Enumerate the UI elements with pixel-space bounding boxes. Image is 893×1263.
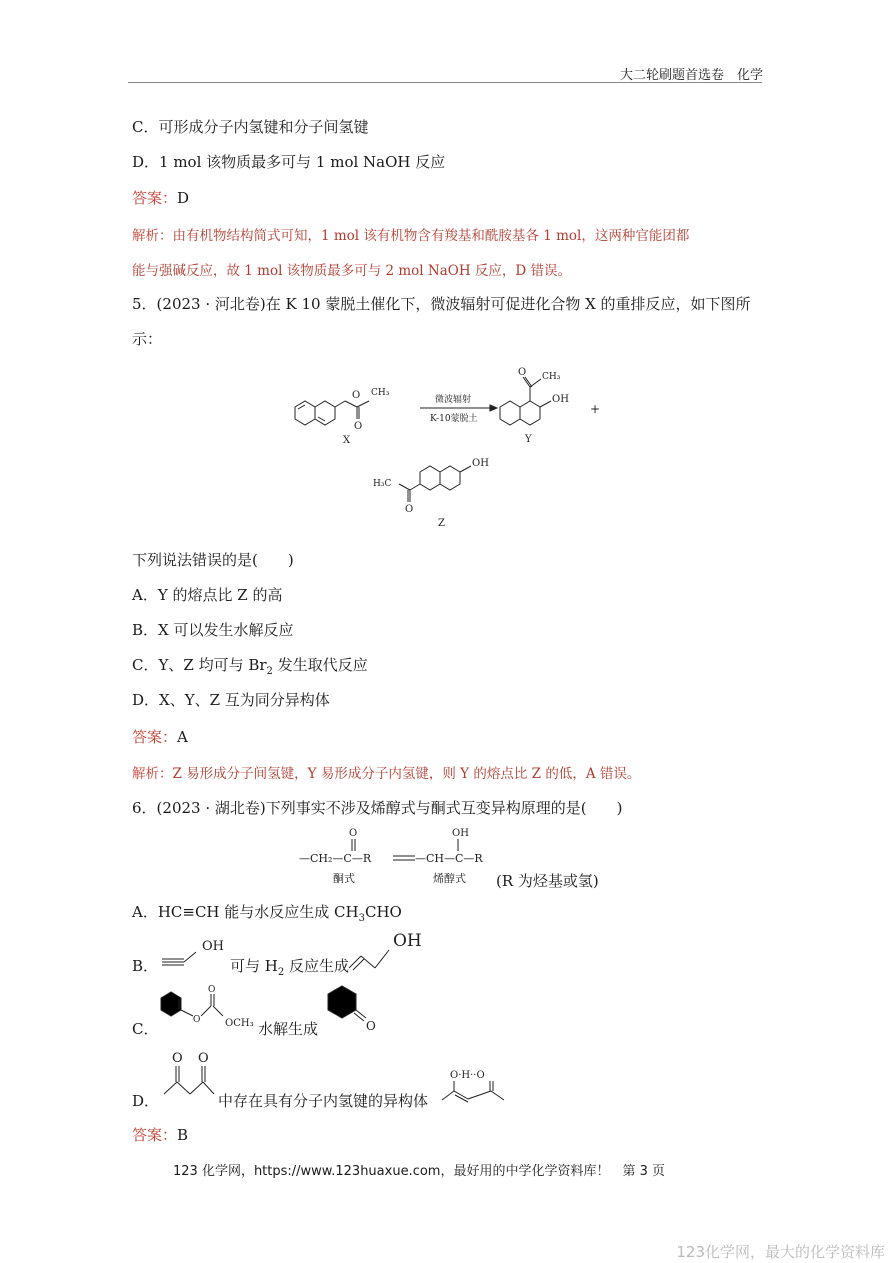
option-text: A．HC≡CH 能与水反应生成 CH: [132, 903, 359, 921]
q6-option-a: [132, 901, 402, 924]
q5-explanation: [132, 762, 640, 782]
enol-hbond-structure: [438, 1058, 510, 1106]
q5-option-b: B．X 可以发生水解反应: [132, 621, 294, 639]
y-ch3: CH₃: [542, 372, 561, 382]
q6-option-b-label: B．: [132, 957, 159, 975]
molecule-y: [500, 377, 551, 425]
q6-option-c-label: C．: [132, 1020, 159, 1038]
x-o2: O: [354, 421, 363, 432]
q6-stem: 6．(2023 · 湖北卷)下列事实不涉及烯醇式与酮式互变异构原理的是( ): [132, 799, 623, 817]
x-ch3: CH₃: [371, 388, 390, 398]
page-footer: 123 化学网，https://www.123huaxue.com，最好用的中学化学资料库！ 第 3 页: [173, 1164, 666, 1179]
q4-explanation-2: 能与强碱反应，故 1 mol 该物质最多可与 2 mol NaOH 反应，D 错误。: [132, 263, 572, 279]
ester-o: O: [193, 1015, 201, 1025]
enol-carbonate-structure: [155, 982, 265, 1038]
keto-o: O: [349, 828, 358, 839]
label-z: Z: [438, 518, 445, 529]
q5-stem-1: 5．(2023 · 河北卷)在 K 10 蒙脱土催化下，微波辐射可促进化合物 X 的重排反应，如下图所: [132, 295, 751, 313]
keto-enol-equation: [295, 826, 500, 888]
keto-formula: —CH₂—C—R: [299, 852, 372, 865]
enol-formula: —CH—C—R: [415, 852, 483, 865]
acetylacetone-structure: [158, 1046, 218, 1104]
option-text: 反应生成: [284, 957, 350, 975]
reaction-scheme: [285, 355, 625, 535]
header-rule: [128, 82, 762, 83]
y-o: O: [518, 367, 527, 378]
explanation-text: Z 易形成分子间氢键，Y 易形成分子内氢键，则 Y 的熔点比 Z 的低，A 错误。: [172, 766, 641, 782]
oh-group: OH: [202, 939, 224, 954]
q5-answer: [132, 726, 188, 747]
explanation-text: 由有机物结构简式可知，1 mol 该有机物含有羧基和酰胺基各 1 mol，这两种官能团都: [172, 228, 690, 244]
answer-label: 答案：: [132, 728, 178, 746]
q6-option-d-text: 中存在具有分子内氢键的异构体: [218, 1092, 429, 1110]
q4-option-d: D．1 mol 该物质最多可与 1 mol NaOH 反应: [132, 153, 446, 171]
enol-oh: OH: [452, 828, 469, 839]
subscript: 2: [266, 666, 273, 677]
subscript: 3: [358, 913, 365, 924]
propargyl-alcohol-structure: [158, 930, 230, 974]
och3-group: OCH₃: [225, 1018, 254, 1029]
q5-question: 下列说法错误的是( ): [132, 551, 294, 569]
ketone-o: O: [366, 1019, 376, 1033]
answer-label: 答案：: [132, 189, 178, 207]
arrow-bottom-text: K-10蒙脱土: [430, 414, 478, 424]
q6-note: (R 为烃基或氢): [496, 872, 599, 890]
q5-option-d: D．X、Y、Z 互为同分异构体: [132, 691, 330, 709]
carbonyl-o: O: [208, 985, 216, 995]
plus-sign: +: [590, 402, 601, 416]
q6-option-b-text: [230, 955, 349, 978]
answer-value: D: [177, 189, 190, 207]
q5-option-a: A．Y 的熔点比 Z 的高: [132, 586, 283, 604]
option-text: 可与 H: [230, 957, 278, 975]
option-text: C．Y、Z 均可与 Br: [132, 656, 267, 674]
label-y: Y: [525, 434, 532, 445]
keto-label: 酮式: [333, 872, 355, 885]
header-subject: 化学: [736, 68, 763, 83]
cyclohexanone-structure: [322, 980, 384, 1036]
q4-option-c: C．可形成分子内氢键和分子间氢键: [132, 118, 369, 136]
watermark: 123化学网，最大的化学资料库: [676, 1243, 885, 1261]
q4-answer: [132, 187, 189, 208]
answer-value: A: [177, 728, 188, 746]
q6-option-c-text: 水解生成: [258, 1020, 319, 1038]
keto-o-2: O: [198, 1051, 209, 1066]
option-text: 发生取代反应: [272, 656, 368, 674]
answer-value: B: [177, 1126, 189, 1144]
q6-option-d-label: D．: [132, 1092, 160, 1110]
enol-label: 烯醇式: [433, 872, 466, 885]
oh-group: OH: [393, 931, 422, 951]
running-header: [620, 64, 763, 83]
answer-label: 答案：: [132, 1126, 178, 1144]
option-text: CHO: [365, 903, 402, 921]
q4-explanation-1: [132, 224, 689, 244]
z-o: O: [405, 504, 414, 515]
explanation-label: 解析：: [132, 228, 173, 244]
q6-answer: [132, 1124, 188, 1145]
allyl-alcohol-structure: [345, 926, 430, 976]
z-h3c: H₃C: [373, 479, 392, 489]
subscript: 2: [277, 967, 285, 978]
hbond-label: O·H··O: [450, 1070, 485, 1081]
q5-option-c: [132, 654, 368, 677]
keto-o-1: O: [172, 1051, 183, 1066]
q5-stem-2: 示：: [132, 330, 163, 348]
z-oh: OH: [472, 458, 489, 469]
y-oh: OH: [552, 394, 569, 405]
header-title: 大二轮刷题首选卷: [619, 68, 724, 83]
arrow-top-text: 微波辐射: [435, 395, 472, 405]
molecule-z: [399, 466, 471, 502]
explanation-label: 解析：: [132, 766, 173, 782]
label-x: X: [343, 435, 351, 446]
x-o: O: [352, 390, 361, 401]
